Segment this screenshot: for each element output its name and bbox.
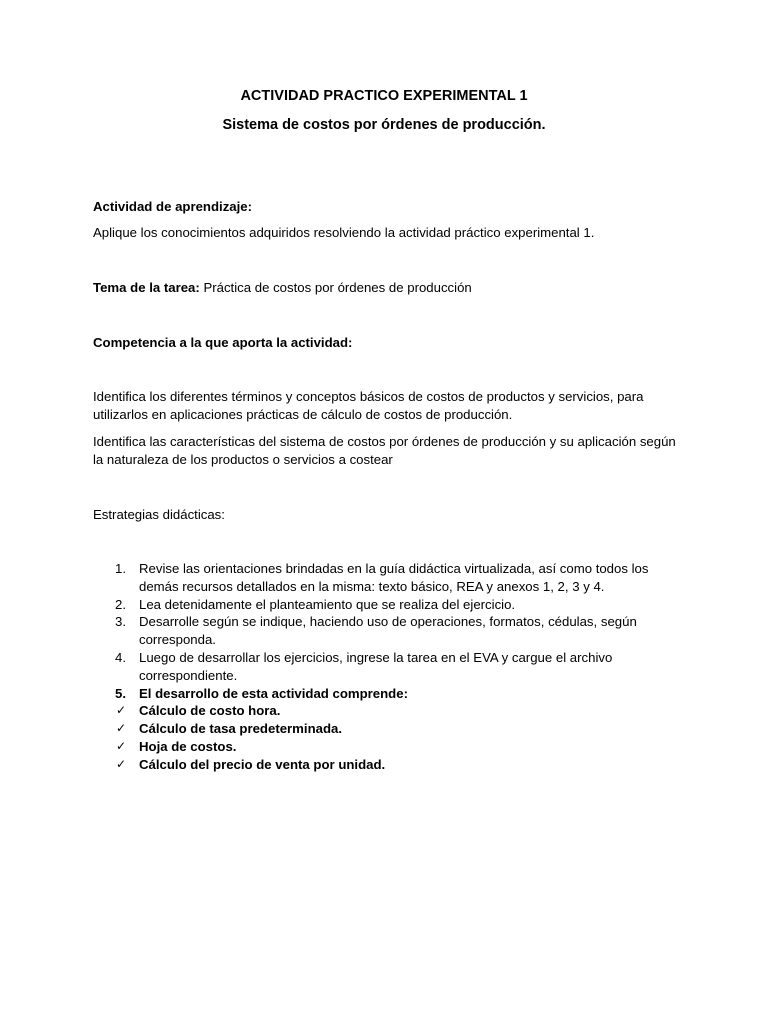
checklist-item-text: Cálculo del precio de venta por unidad. bbox=[139, 756, 386, 772]
checkmark-icon: ✓ bbox=[116, 721, 127, 736]
list-item bbox=[93, 685, 653, 703]
checkmark-icon: ✓ bbox=[116, 703, 127, 718]
checklist-item-text: Cálculo de tasa predeterminada. bbox=[139, 721, 343, 737]
list-item bbox=[93, 596, 653, 614]
competence-paragraph-1: Identifica los diferentes términos y conceptos básicos de costos de productos y servicios, para utilizarlos en aplicaciones prácticas de cálculo de costos de producción. bbox=[93, 389, 644, 422]
document-subtitle: Sistema de costos por órdenes de producción. bbox=[222, 117, 546, 133]
list-item-number: 3. bbox=[115, 614, 126, 630]
list-item-number: 1. bbox=[115, 561, 126, 576]
list-item-text: Lea detenidamente el planteamiento que se realiza del ejercicio. bbox=[139, 596, 516, 612]
list-item bbox=[93, 560, 653, 596]
topic-line bbox=[93, 279, 693, 297]
checklist-item bbox=[93, 720, 653, 738]
strategies-heading: Estrategias didácticas: bbox=[93, 507, 225, 522]
topic-value: Práctica de costos por órdenes de producción bbox=[199, 280, 472, 295]
checklist-item-text: Hoja de costos. bbox=[139, 738, 237, 754]
list-item-number: 5. bbox=[115, 685, 126, 701]
checkmark-icon: ✓ bbox=[116, 756, 127, 771]
list-item-text: Revise las orientaciones brindadas en la guía didáctica virtualizada, así como todos los demás recursos detallados en la misma: texto básico, REA y anexos 1, 2, 3 y 4. bbox=[139, 561, 649, 594]
list-item bbox=[93, 613, 653, 649]
learning-activity-heading: Actividad de aprendizaje: bbox=[93, 199, 253, 214]
document-title: ACTIVIDAD PRACTICO EXPERIMENTAL 1 bbox=[240, 88, 528, 104]
list-item-text: El desarrollo de esta actividad comprende: bbox=[139, 685, 408, 701]
competence-heading: Competencia a la que aporta la actividad: bbox=[93, 335, 353, 350]
checklist-item-text: Cálculo de costo hora. bbox=[139, 703, 281, 719]
list-item-number: 2. bbox=[115, 596, 126, 612]
list-item bbox=[93, 649, 653, 685]
learning-activity-text: Aplique los conocimientos adquiridos resolviendo la actividad práctico experimental 1. bbox=[93, 225, 595, 240]
topic-label: Tema de la tarea: bbox=[93, 280, 200, 295]
checkmark-icon: ✓ bbox=[116, 738, 127, 753]
competence-paragraph-2: Identifica las características del sistema de costos por órdenes de producción y su aplicación según la naturaleza de los productos o servicios a costear bbox=[93, 434, 676, 467]
checklist-item bbox=[93, 756, 653, 774]
list-item-text: Luego de desarrollar los ejercicios, ingrese la tarea en el EVA y cargue el archivo correspondiente. bbox=[139, 649, 613, 683]
list-item-number: 4. bbox=[115, 649, 126, 665]
checklist-item bbox=[93, 738, 653, 756]
list-item-text: Desarrolle según se indique, haciendo uso de operaciones, formatos, cédulas, según corresponda. bbox=[139, 614, 637, 648]
strategies-list bbox=[93, 560, 653, 774]
checklist-item bbox=[93, 702, 653, 720]
